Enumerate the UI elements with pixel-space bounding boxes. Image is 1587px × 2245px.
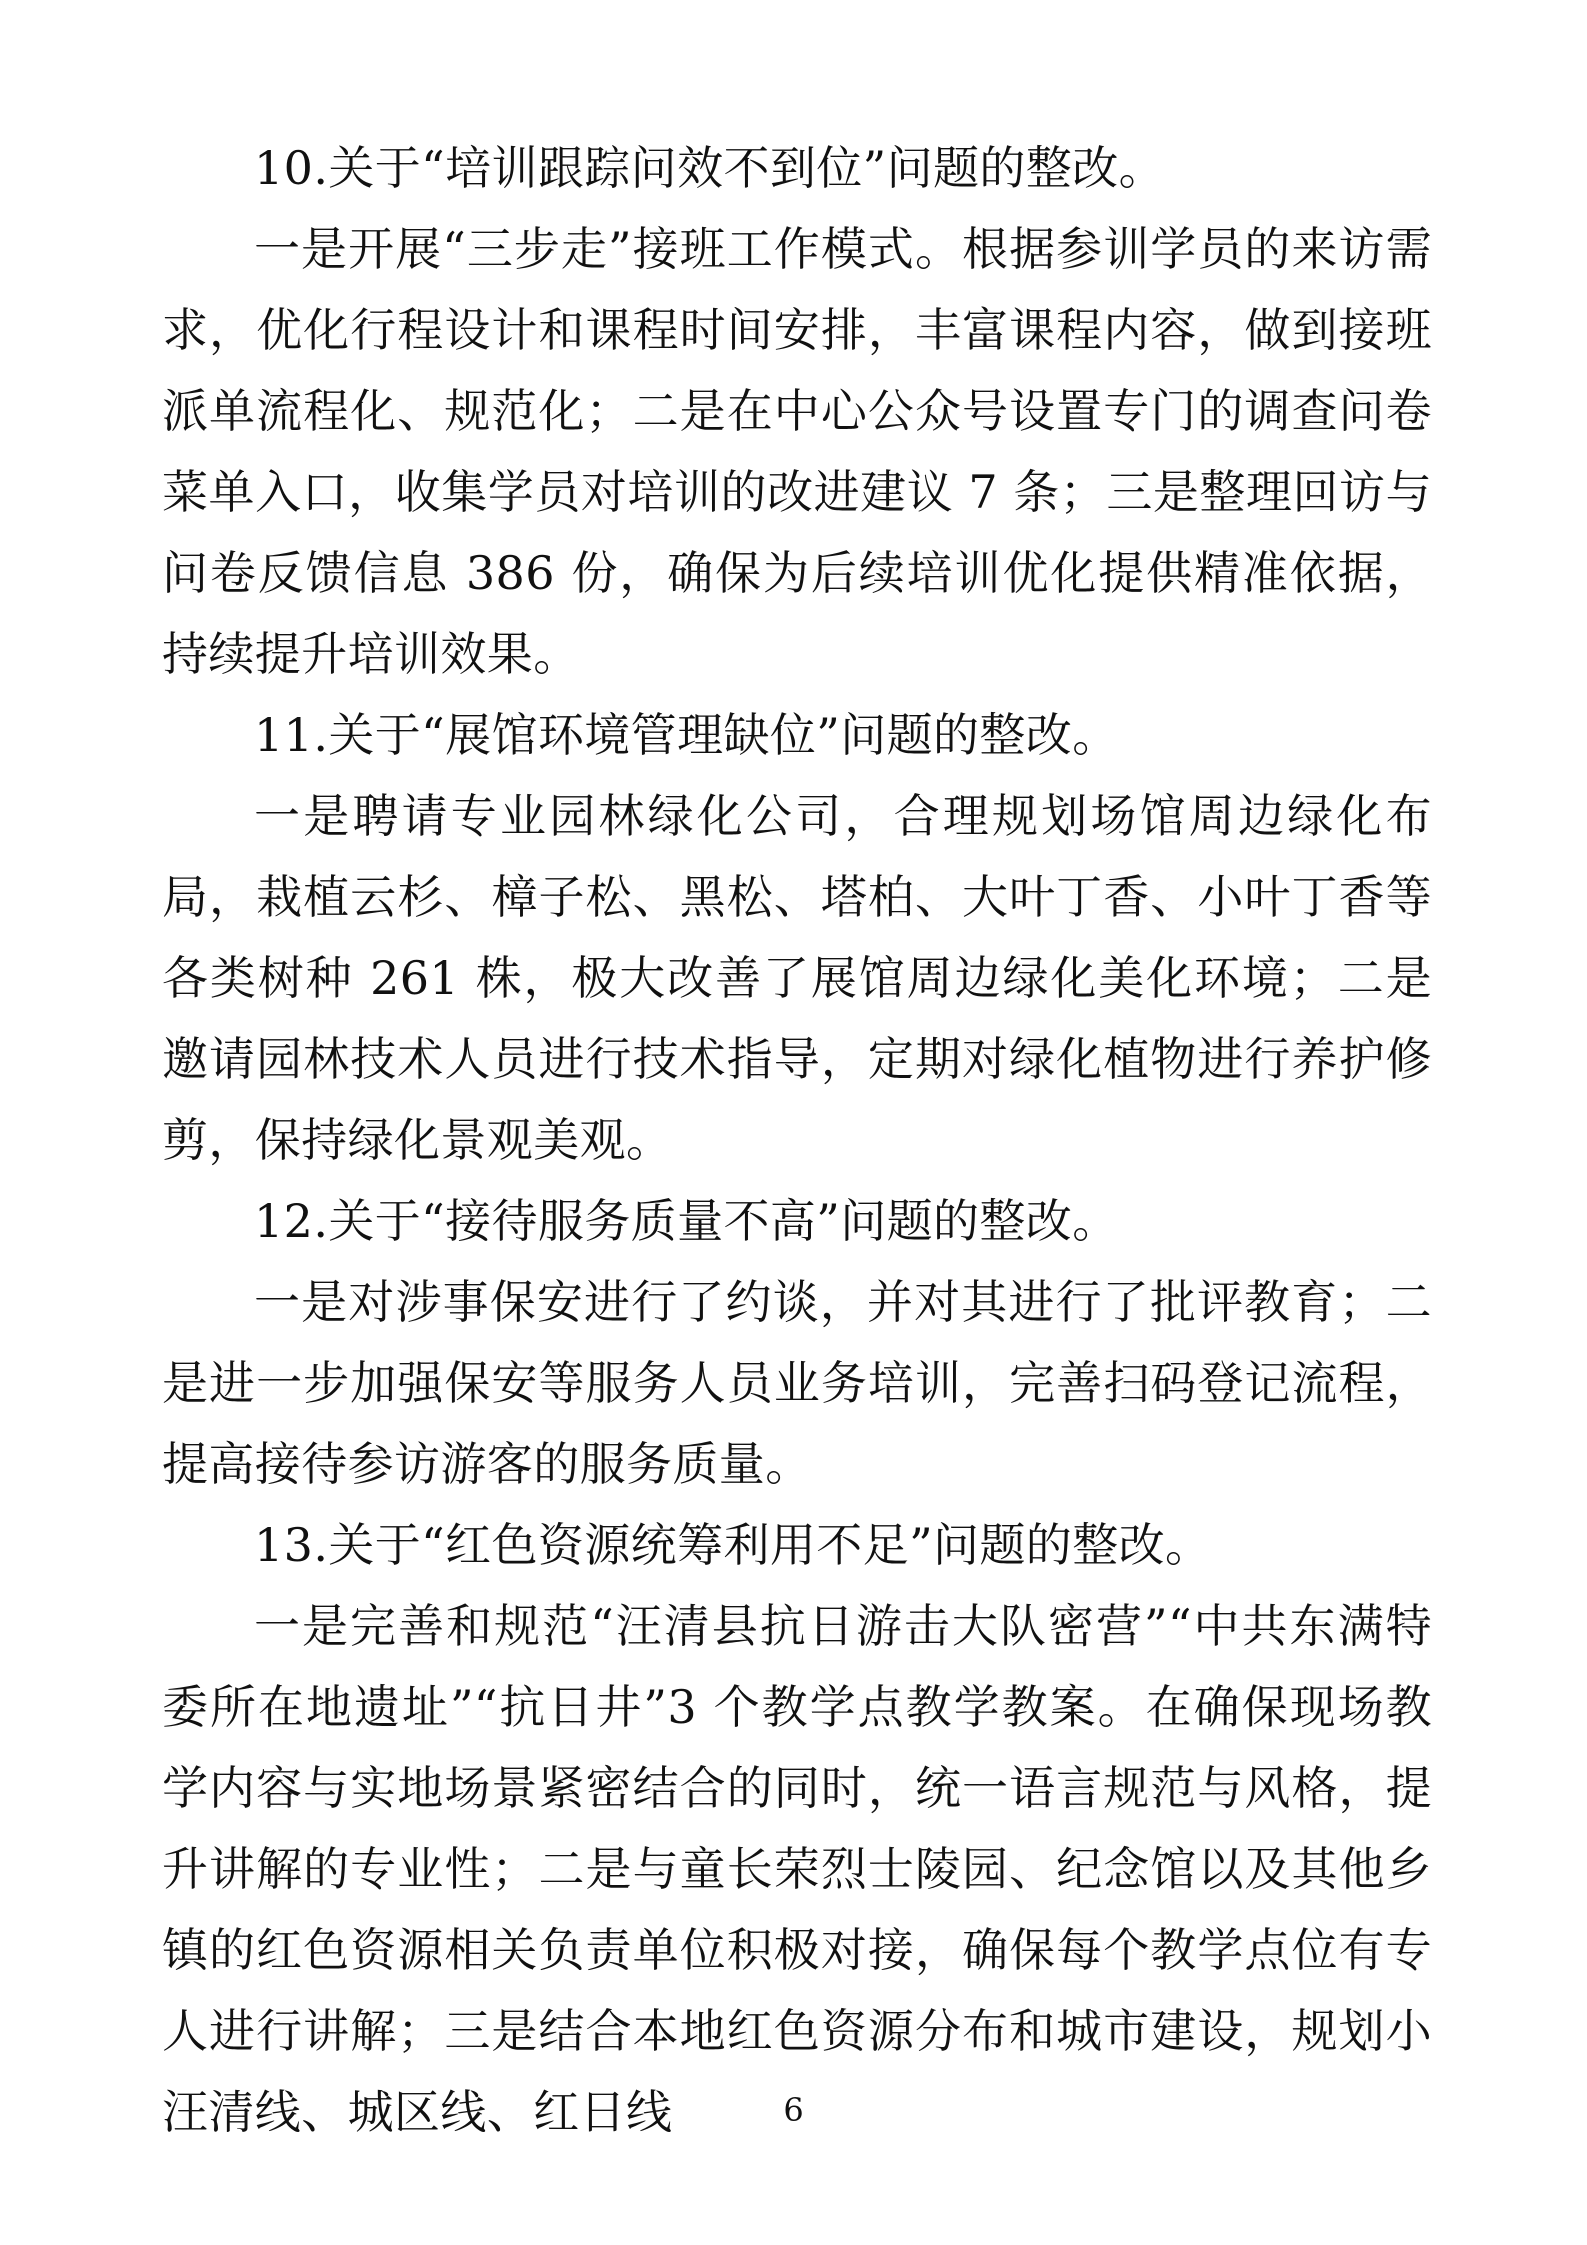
section-body-10: 一是开展“三步走”接班工作模式。根据参训学员的来访需求，优化行程设计和课程时间安排，丰富课程内容，做到接班派单流程化、规范化；二是在中心公众号设置专门的调查问卷菜单入口，收集学员对培训的改进建议 7 条；三是整理回访与问卷反馈信息 386 份，确保为后续培训优化提供精准依据，持续提升培训效果。 <box>162 222 1432 681</box>
section-heading-11: 11.关于“展馆环境管理缺位”问题的整改。 <box>254 708 1119 762</box>
section-body-11: 一是聘请专业园林绿化公司，合理规划场馆周边绿化布局，栽植云杉、樟子松、黑松、塔柏、大叶丁香、小叶丁香等各类树种 261 株，极大改善了展馆周边绿化美化环境；二是邀请园林技术人员进行技术指导，定期对绿化植物进行养护修剪，保持绿化景观美观。 <box>162 789 1432 1167</box>
section-heading-10: 10.关于“培训跟踪问效不到位”问题的整改。 <box>254 141 1165 195</box>
section-heading-12: 12.关于“接待服务质量不高”问题的整改。 <box>254 1194 1119 1248</box>
section-body-12: 一是对涉事保安进行了约谈，并对其进行了批评教育；二是进一步加强保安等服务人员业务培训，完善扫码登记流程，提高接待参访游客的服务质量。 <box>162 1275 1432 1491</box>
section-heading-13: 13.关于“红色资源统筹利用不足”问题的整改。 <box>254 1518 1212 1572</box>
page-text-frame <box>162 128 1432 2153</box>
page-number: 6 <box>783 2091 804 2129</box>
section-body-13: 一是完善和规范“汪清县抗日游击大队密营”“中共东满特委所在地遗址”“抗日井”3 个教学点教学教案。在确保现场教学内容与实地场景紧密结合的同时，统一语言规范与风格，提升讲解的专业性；二是与童长荣烈士陵园、纪念馆以及其他乡镇的红色资源相关负责单位积极对接，确保每个教学点位有专人进行讲解；三是结合本地红色资源分布和城市建设，规划小汪清线、城区线、红日线 <box>162 1599 1432 2139</box>
